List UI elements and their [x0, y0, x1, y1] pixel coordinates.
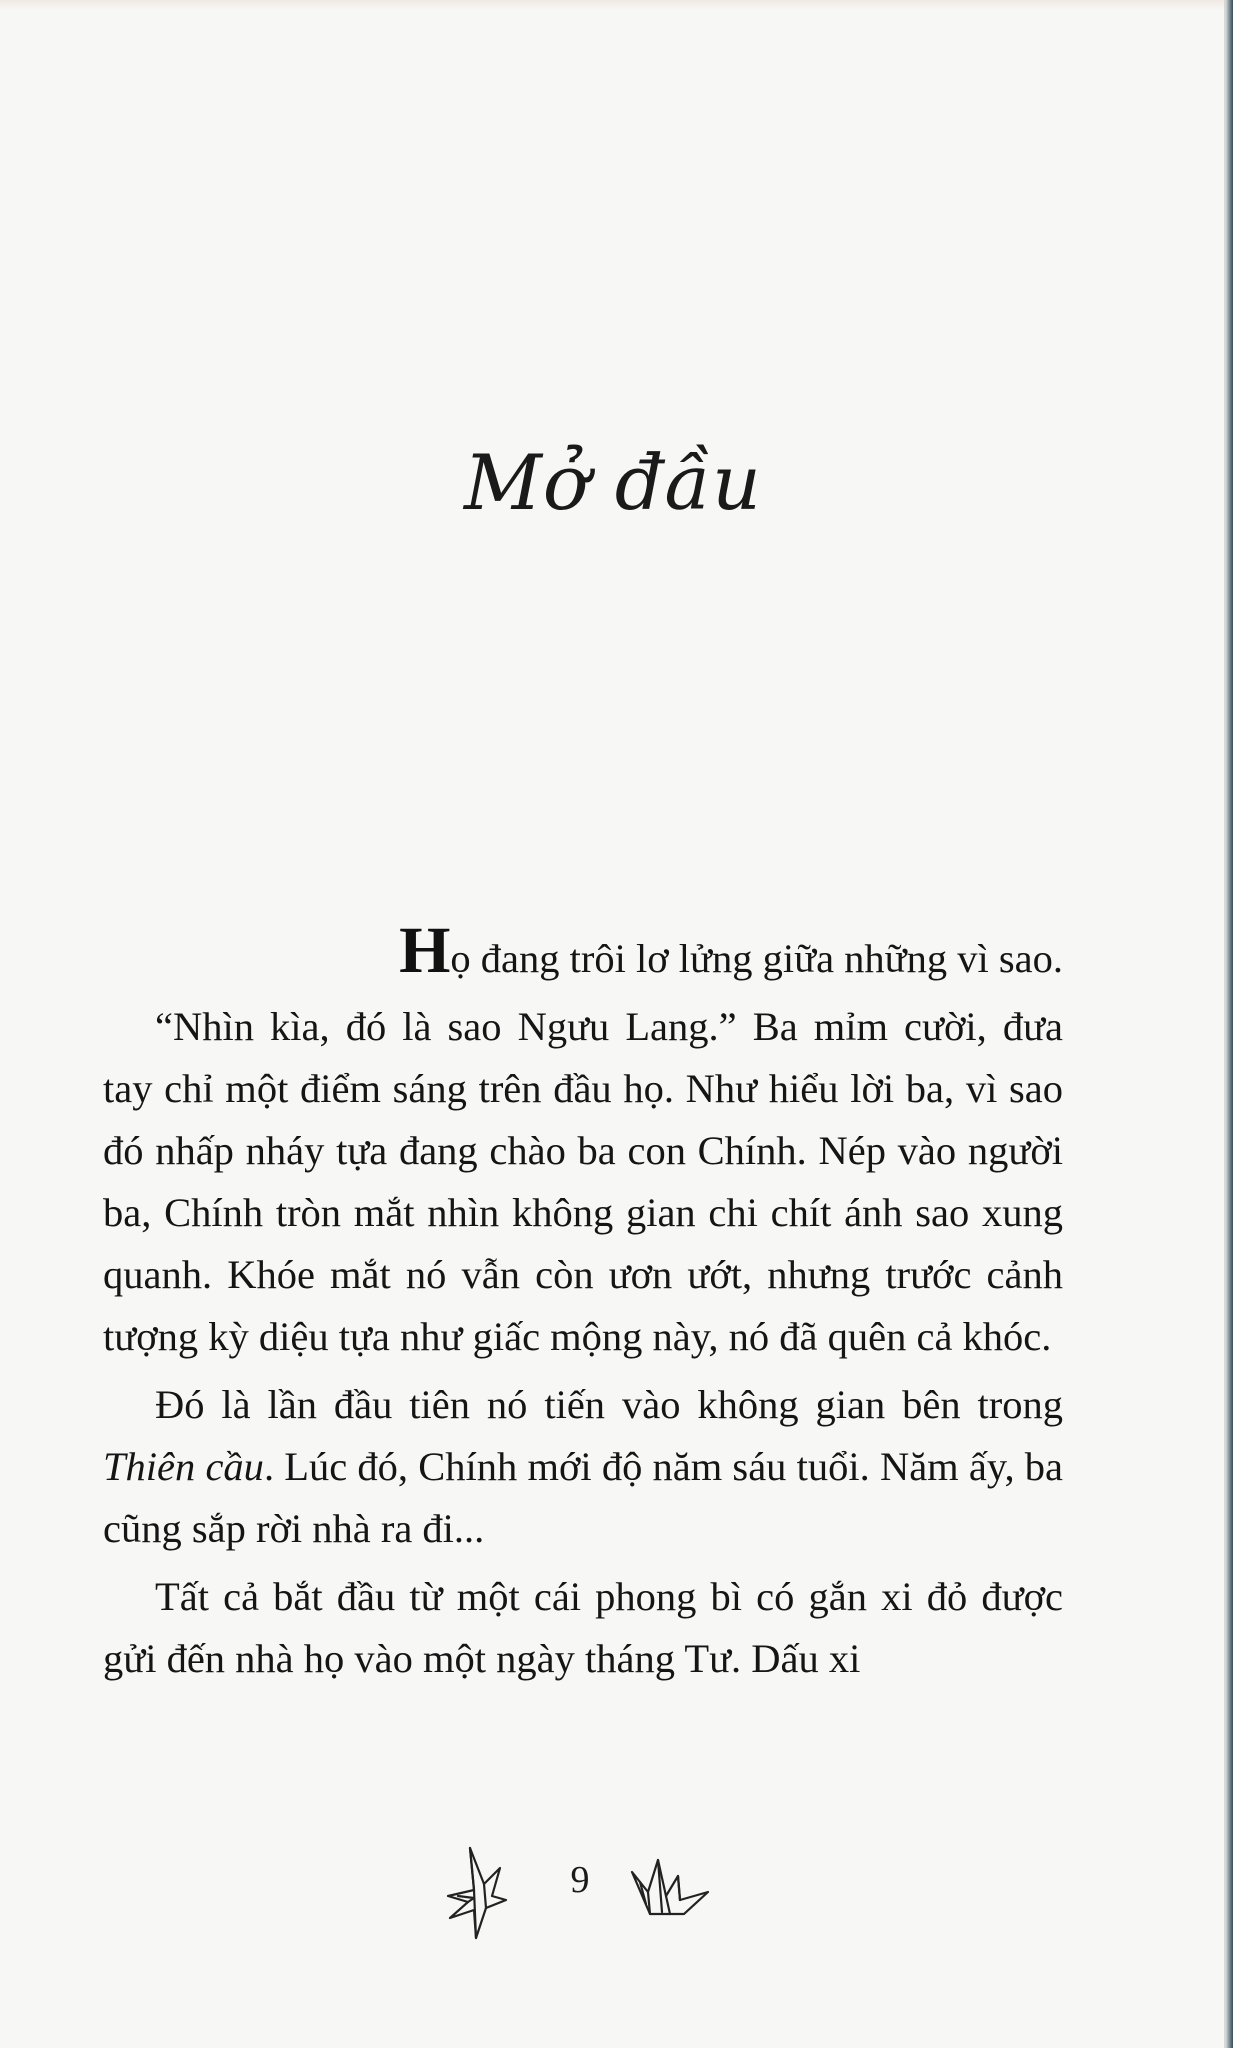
chapter-title: Mở đầu	[464, 438, 762, 527]
body-text	[103, 914, 1064, 1696]
paragraph-3-after: . Lúc đó, Chính mới độ năm sáu tuổi. Năm ấy, ba cũng sắp rời nhà ra đi...	[103, 1444, 1064, 1551]
paragraph-1	[103, 914, 1063, 990]
page-footer	[0, 1838, 1226, 1948]
paragraph-4: Tất cả bắt đầu từ một cái phong bì có gắn xi đỏ được gửi đến nhà họ vào một ngày tháng Tư. Dấu xi	[103, 1574, 1063, 1681]
paragraph-1-text: ọ đang trôi lơ lửng giữa những vì sao.	[450, 936, 1063, 981]
paper-crane-icon	[440, 1838, 520, 1947]
paragraph-2: “Nhìn kìa, đó là sao Ngưu Lang.” Ba mỉm cười, đưa tay chỉ một điểm sáng trên đầu họ. Như hiểu lời ba, vì sao đó nhấp nháy tựa đang chào ba con Chính. Nép vào người ba, Chính tròn mắt nhìn không gian chi chít ánh sao xung quanh. Khóe mắt nó vẫn còn ươn ướt, nhưng trước cảnh tượng kỳ diệu tựa như giấc mộng này, nó đã quên cả khóc.	[103, 1004, 1063, 1359]
paragraph-3-before: Đó là lần đầu tiên nó tiến vào không gian bên trong	[155, 1382, 1063, 1427]
drop-cap: H	[399, 914, 451, 987]
page-number: 9	[570, 1859, 590, 1901]
paragraph-3	[103, 1374, 1063, 1560]
book-title-italic: Thiên cầu	[103, 1444, 264, 1489]
page-edge-shadow	[1226, 0, 1233, 2048]
paper-crane-icon	[628, 1852, 718, 1937]
page-top-tint	[0, 0, 1226, 10]
